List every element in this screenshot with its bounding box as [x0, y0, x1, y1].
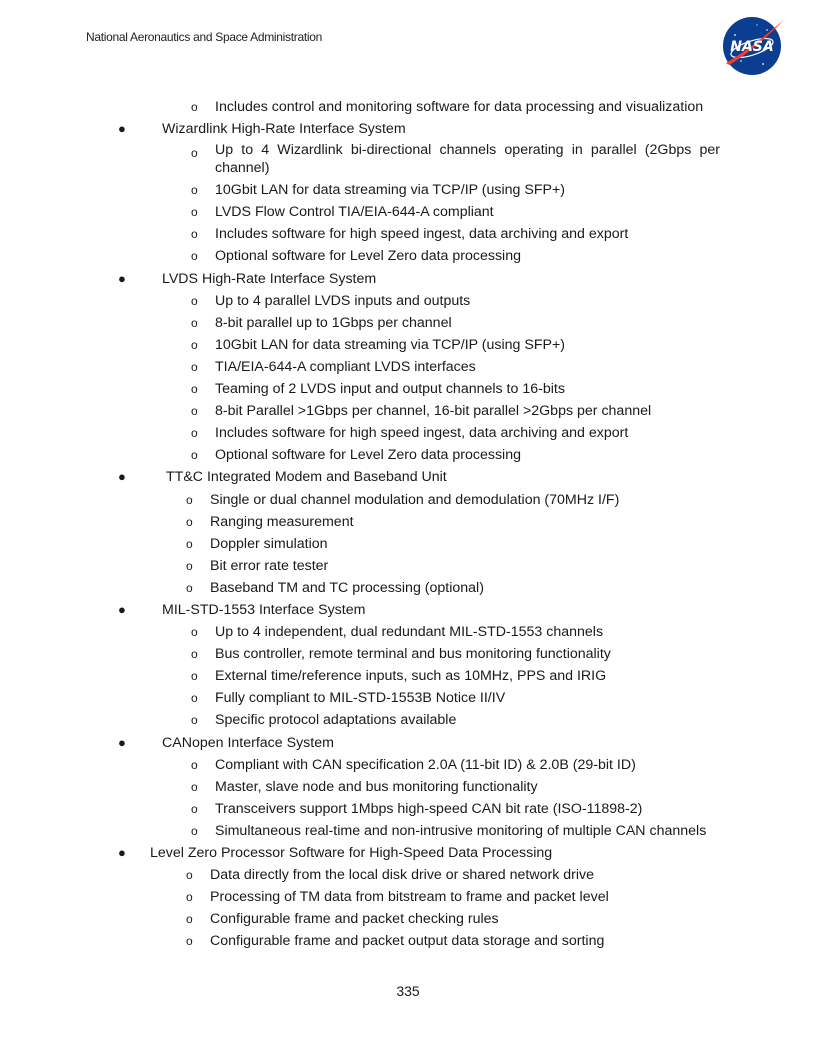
circle-bullet-icon: o	[191, 669, 198, 684]
circle-bullet-icon: o	[186, 868, 193, 883]
agency-name: National Aeronautics and Space Administration	[86, 30, 322, 44]
list-item	[0, 223, 816, 245]
circle-bullet-icon: o	[191, 757, 198, 772]
list-item-text: Master, slave node and bus monitoring functionality	[215, 778, 538, 795]
section-ttc-modem	[0, 466, 816, 599]
nasa-logo-icon	[721, 15, 787, 77]
circle-bullet-icon: o	[191, 779, 198, 794]
list-item-text: Up to 4 parallel LVDS inputs and outputs	[215, 292, 471, 309]
list-item	[0, 334, 816, 356]
list-item-text: Teaming of 2 LVDS input and output channels to 16-bits	[215, 381, 565, 398]
section-heading	[0, 732, 816, 754]
list-item-text: Compliant with CAN specification 2.0A (11-bit ID) & 2.0B (29-bit ID)	[215, 756, 636, 773]
circle-bullet-icon: o	[191, 337, 198, 352]
circle-bullet-icon: o	[191, 801, 198, 816]
circle-bullet-icon: o	[191, 293, 198, 308]
circle-bullet-icon: o	[191, 382, 198, 397]
list-item	[0, 533, 816, 555]
section-heading	[0, 466, 816, 488]
list-item	[0, 577, 816, 599]
section-heading	[0, 268, 816, 290]
bullet-icon: ●	[118, 601, 126, 617]
page-number: 335	[396, 983, 420, 999]
list-item	[0, 930, 816, 952]
list-item-text: Ranging measurement	[210, 513, 354, 530]
circle-bullet-icon: o	[191, 100, 198, 114]
list-item	[0, 886, 816, 908]
list-item-text: Configurable frame and packet output data storage and sorting	[210, 933, 605, 950]
list-item	[0, 378, 816, 400]
list-item-text: Doppler simulation	[210, 535, 328, 552]
list-item	[0, 356, 816, 378]
section-title: Wizardlink High-Rate Interface System	[162, 121, 406, 138]
list-item-text: Processing of TM data from bitstream to frame and packet level	[210, 889, 609, 906]
circle-bullet-icon: o	[191, 205, 198, 220]
list-item	[0, 709, 816, 731]
circle-bullet-icon: o	[191, 625, 198, 640]
list-item	[0, 643, 816, 665]
list-item	[0, 179, 816, 201]
list-item-text: 8-bit parallel up to 1Gbps per channel	[215, 314, 452, 331]
list-item	[0, 444, 816, 466]
bullet-icon: ●	[118, 469, 126, 485]
list-item	[0, 400, 816, 422]
circle-bullet-icon: o	[191, 146, 198, 161]
circle-bullet-icon: o	[191, 315, 198, 330]
list-item-text: Optional software for Level Zero data processing	[215, 447, 521, 464]
circle-bullet-icon: o	[191, 183, 198, 198]
circle-bullet-icon: o	[186, 536, 193, 551]
circle-bullet-icon: o	[191, 448, 198, 463]
list-item-text: 10Gbit LAN for data streaming via TCP/IP (using SFP+)	[215, 336, 565, 353]
nasa-logo-text: NASA	[730, 39, 774, 55]
list-item-text: Baseband TM and TC processing (optional)	[210, 579, 484, 596]
list-item	[0, 621, 816, 643]
section-heading	[0, 599, 816, 621]
list-item	[0, 422, 816, 444]
section-heading	[0, 842, 816, 864]
list-item	[0, 798, 816, 820]
section-title: MIL-STD-1553 Interface System	[162, 601, 366, 618]
circle-bullet-icon: o	[191, 359, 198, 374]
list-item-text: Includes software for high speed ingest, data archiving and export	[215, 226, 629, 243]
list-item	[0, 555, 816, 577]
circle-bullet-icon: o	[191, 691, 198, 706]
circle-bullet-icon: o	[191, 227, 198, 242]
list-item-text: TIA/EIA-644-A compliant LVDS interfaces	[215, 358, 476, 375]
document-body	[0, 96, 816, 952]
circle-bullet-icon: o	[186, 492, 193, 507]
list-item-text: 10Gbit LAN for data streaming via TCP/IP (using SFP+)	[215, 182, 565, 199]
list-item	[0, 754, 816, 776]
list-item	[0, 312, 816, 334]
section-wizardlink	[0, 118, 816, 267]
circle-bullet-icon: o	[191, 647, 198, 662]
list-item-text: Up to 4 Wizardlink bi-directional channels operating in parallel (2Gbps per channel)	[215, 142, 720, 177]
list-item-text: Transceivers support 1Mbps high-speed CAN bit rate (ISO-11898-2)	[215, 800, 643, 817]
list-item-text: Single or dual channel modulation and demodulation (70MHz I/F)	[210, 491, 620, 508]
list-item	[0, 665, 816, 687]
list-item	[0, 201, 816, 223]
circle-bullet-icon: o	[191, 823, 198, 838]
list-item-text: LVDS Flow Control TIA/EIA-644-A compliant	[215, 204, 494, 221]
section-title: LVDS High-Rate Interface System	[162, 270, 377, 287]
circle-bullet-icon: o	[191, 404, 198, 419]
bullet-icon: ●	[118, 734, 126, 750]
list-item-text: External time/reference inputs, such as 10MHz, PPS and IRIG	[215, 668, 607, 685]
circle-bullet-icon: o	[186, 514, 193, 529]
list-item-text: Simultaneous real-time and non-intrusive monitoring of multiple CAN channels	[215, 822, 707, 839]
circle-bullet-icon: o	[186, 934, 193, 949]
list-item-text: Bit error rate tester	[210, 557, 329, 574]
list-item-text: Up to 4 independent, dual redundant MIL-STD-1553 channels	[215, 624, 604, 641]
list-item-text: Includes software for high speed ingest, data archiving and export	[215, 425, 629, 442]
circle-bullet-icon: o	[186, 580, 193, 595]
section-heading	[0, 118, 816, 140]
list-item	[0, 864, 816, 886]
list-item	[0, 489, 816, 511]
bullet-icon: ●	[118, 121, 126, 137]
list-item	[0, 776, 816, 798]
list-item	[0, 908, 816, 930]
section-level-zero-processor	[0, 842, 816, 952]
circle-bullet-icon: o	[191, 249, 198, 264]
list-item	[0, 245, 816, 267]
list-item	[0, 96, 816, 118]
list-item	[0, 140, 816, 179]
section-canopen	[0, 732, 816, 842]
circle-bullet-icon: o	[186, 558, 193, 573]
list-item	[0, 290, 816, 312]
circle-bullet-icon: o	[191, 426, 198, 441]
bullet-icon: ●	[118, 845, 126, 860]
bullet-icon: ●	[118, 270, 126, 286]
circle-bullet-icon: o	[191, 713, 198, 728]
list-item	[0, 687, 816, 709]
list-item-text: Fully compliant to MIL-STD-1553B Notice II/IV	[215, 690, 506, 707]
list-item-text: Includes control and monitoring software for data processing and visualization	[215, 99, 704, 115]
section-title: CANopen Interface System	[162, 734, 334, 751]
list-item-text: 8-bit Parallel >1Gbps per channel, 16-bit parallel >2Gbps per channel	[215, 403, 652, 420]
list-item-text: Data directly from the local disk drive or shared network drive	[210, 867, 595, 884]
list-item	[0, 820, 816, 842]
section-lvds	[0, 268, 816, 467]
circle-bullet-icon: o	[186, 912, 193, 927]
section-title: TT&C Integrated Modem and Baseband Unit	[166, 469, 447, 486]
list-item-text: Optional software for Level Zero data processing	[215, 248, 521, 265]
circle-bullet-icon: o	[186, 890, 193, 905]
section-title: Level Zero Processor Software for High-Speed Data Processing	[150, 845, 553, 861]
list-item-text: Configurable frame and packet checking rules	[210, 911, 499, 928]
list-item	[0, 511, 816, 533]
list-item-text: Specific protocol adaptations available	[215, 712, 457, 729]
list-item-text: Bus controller, remote terminal and bus monitoring functionality	[215, 646, 611, 663]
section-mil-std-1553	[0, 599, 816, 732]
